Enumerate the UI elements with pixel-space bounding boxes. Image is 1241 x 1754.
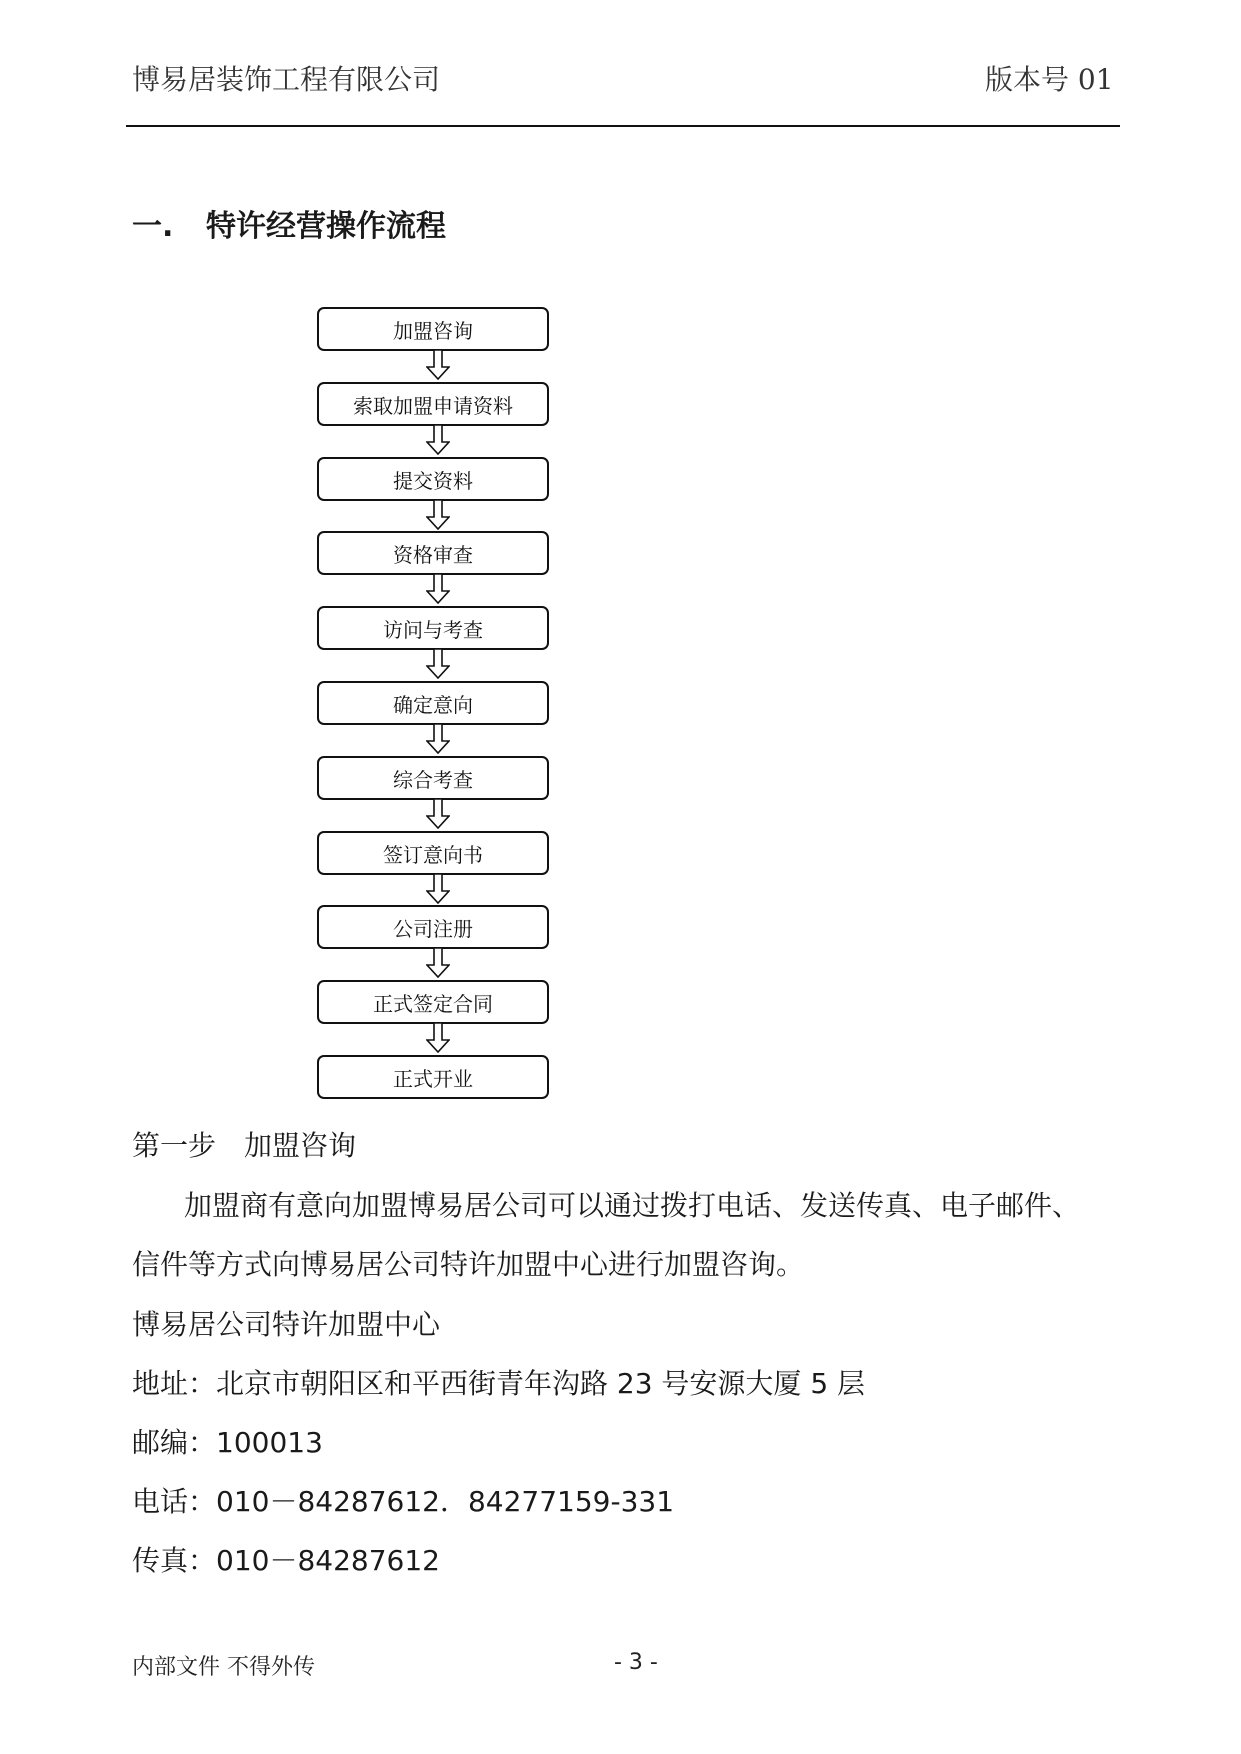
down-arrow-icon xyxy=(426,425,450,455)
step-heading: 第一步 加盟咨询 xyxy=(132,1129,357,1162)
down-arrow-icon xyxy=(426,874,450,904)
flow-step: 正式签定合同 xyxy=(317,980,549,1024)
header-version: 版本号 01 xyxy=(985,63,1114,96)
flow-step: 提交资料 xyxy=(317,457,549,501)
section-number: 一. xyxy=(132,209,174,244)
page-number: - 3 - xyxy=(614,1650,658,1675)
flow-step: 签订意向书 xyxy=(317,831,549,875)
flow-step: 公司注册 xyxy=(317,905,549,949)
phone-line: 电话：010－84287612．84277159-331 xyxy=(132,1485,675,1518)
flow-step: 正式开业 xyxy=(317,1055,549,1099)
down-arrow-icon xyxy=(426,574,450,604)
flow-step: 访问与考查 xyxy=(317,606,549,650)
down-arrow-icon xyxy=(426,948,450,978)
flow-step: 确定意向 xyxy=(317,681,549,725)
down-arrow-icon xyxy=(426,350,450,380)
flow-step: 加盟咨询 xyxy=(317,307,549,351)
footer-note: 内部文件 不得外传 xyxy=(132,1655,315,1680)
down-arrow-icon xyxy=(426,799,450,829)
paragraph-line-1: 加盟商有意向加盟博易居公司可以通过拨打电话、发送传真、电子邮件、 xyxy=(184,1189,1081,1222)
flow-step: 综合考查 xyxy=(317,756,549,800)
flow-step: 资格审查 xyxy=(317,531,549,575)
header-company: 博易居装饰工程有限公司 xyxy=(132,63,441,96)
header-divider xyxy=(126,125,1120,127)
address-line: 地址：北京市朝阳区和平西街青年沟路 23 号安源大厦 5 层 xyxy=(132,1367,866,1400)
fax-line: 传真：010－84287612 xyxy=(132,1544,440,1577)
postcode-line: 邮编：100013 xyxy=(132,1426,323,1459)
flow-step: 索取加盟申请资料 xyxy=(317,382,549,426)
down-arrow-icon xyxy=(426,649,450,679)
center-name: 博易居公司特许加盟中心 xyxy=(132,1308,441,1341)
section-title: 特许经营操作流程 xyxy=(206,209,446,244)
paragraph-line-2: 信件等方式向博易居公司特许加盟中心进行加盟咨询。 xyxy=(132,1248,805,1281)
down-arrow-icon xyxy=(426,724,450,754)
down-arrow-icon xyxy=(426,1023,450,1053)
down-arrow-icon xyxy=(426,500,450,530)
